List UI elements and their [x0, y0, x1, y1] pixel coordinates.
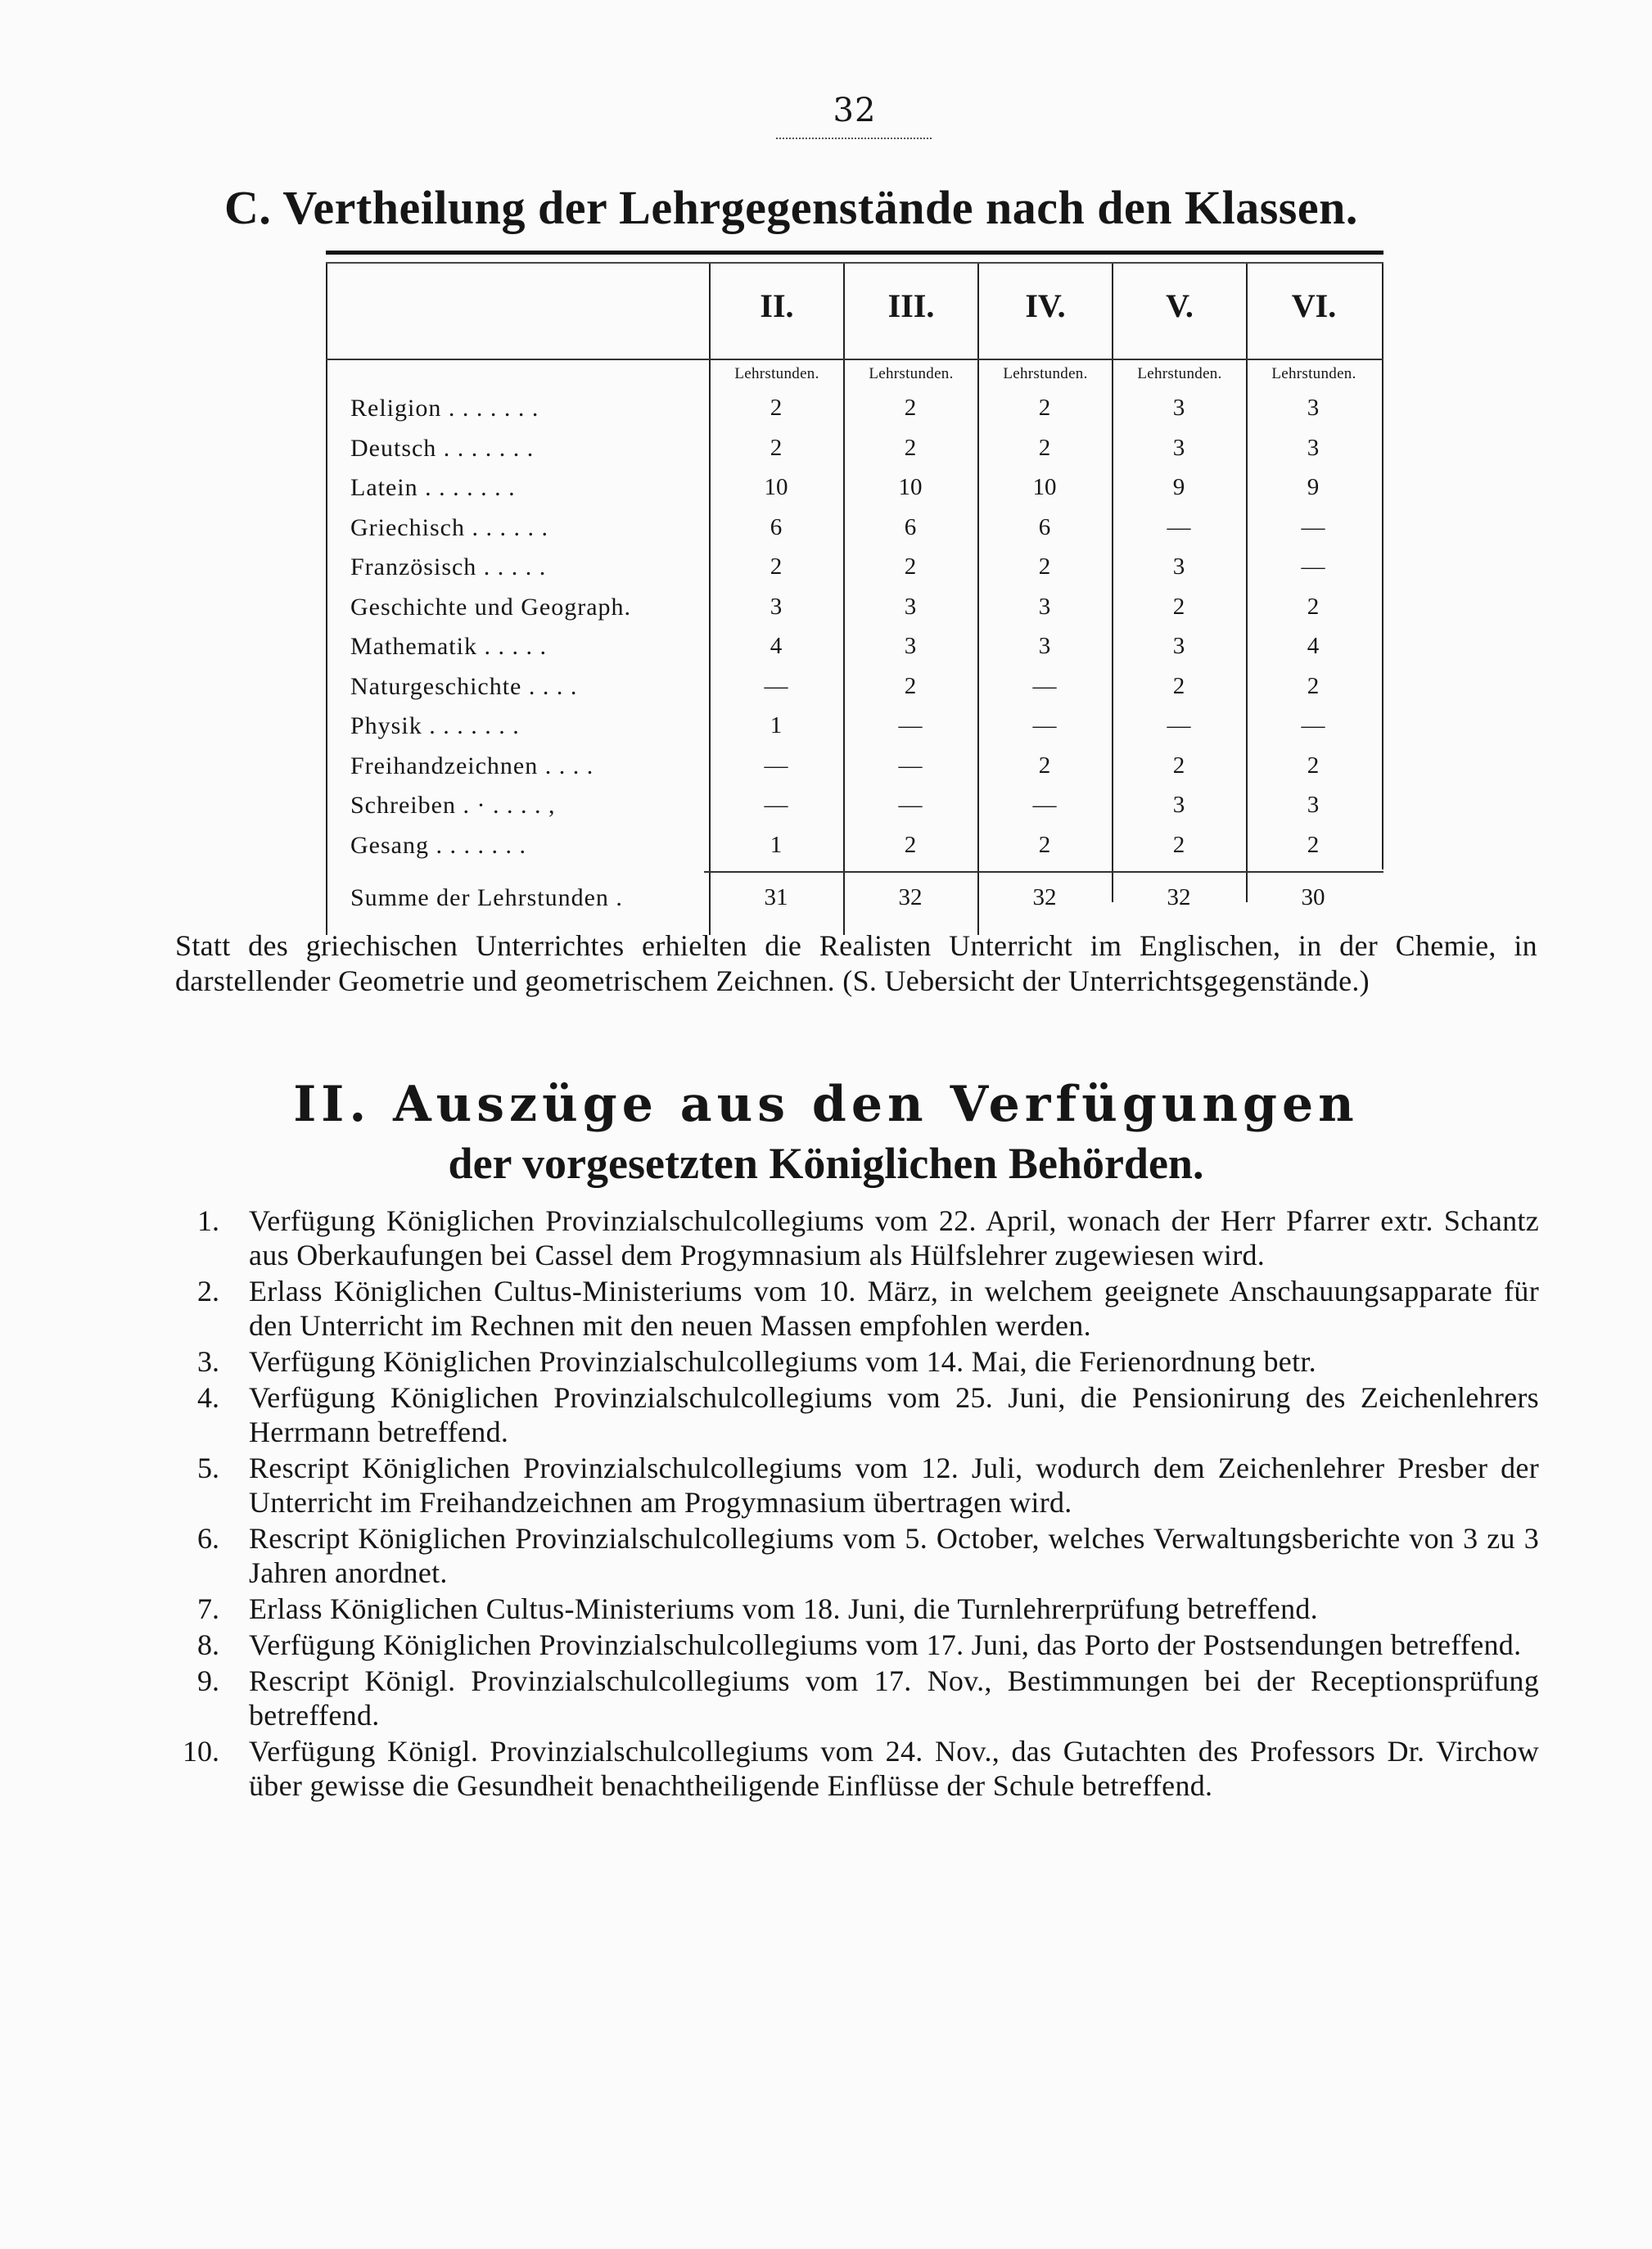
decree-item	[172, 1274, 1539, 1343]
hours-cell: —	[1301, 513, 1325, 540]
decree-number: 2.	[197, 1275, 219, 1307]
section-c-title: C. Vertheilung der Lehrgegenstände nach den Klassen.	[224, 181, 1358, 234]
hours-cell: 1	[770, 831, 783, 858]
hours-cell: —	[1032, 672, 1057, 699]
decree-number: 1.	[197, 1204, 219, 1237]
hours-cell: 4	[770, 633, 783, 659]
hours-cell: —	[898, 792, 923, 818]
page-number: 32	[833, 92, 877, 129]
hours-cell: 2	[770, 434, 783, 461]
hours-cell: —	[898, 712, 923, 738]
hours-cell: 2	[904, 672, 917, 699]
hours-cell: —	[1032, 712, 1057, 738]
class-header: V.	[1166, 287, 1194, 324]
hours-cell: 2	[1038, 752, 1051, 779]
decree-item	[172, 1204, 1539, 1272]
decree-text: Rescript Königl. Provinzialschulcollegiums vom 17. Nov., Bestimmungen bei der Receptionsprüfung betreffend.	[249, 1664, 1539, 1732]
subject-label: Französisch . . . . .	[350, 553, 547, 580]
hours-cell: 6	[1038, 513, 1051, 540]
sum-label: Summe der Lehrstunden .	[350, 884, 623, 911]
hours-cell: 3	[1038, 593, 1051, 620]
hours-cell: —	[1301, 712, 1325, 738]
subject-label: Religion . . . . . . .	[350, 395, 539, 422]
hours-cell: 9	[1307, 474, 1320, 500]
subject-label: Schreiben . · . . . . ,	[350, 792, 556, 819]
unit-header: Lehrstunden.	[1003, 365, 1088, 382]
hours-cell: 2	[1307, 752, 1320, 779]
decree-text: Erlass Königlichen Cultus-Ministeriums vom 10. März, in welchem geeignete Anschauungsapparate für den Unterricht im Rechnen mit den neuen Massen empfohlen werden.	[249, 1275, 1539, 1342]
hours-cell: 2	[1172, 752, 1185, 779]
sum-cell: 32	[1032, 884, 1057, 910]
hours-cell: 2	[1038, 395, 1051, 421]
hours-cell: 3	[1307, 434, 1320, 461]
hours-cell: 2	[1038, 831, 1051, 858]
class-header: II.	[760, 287, 794, 324]
decree-number: 10.	[183, 1735, 219, 1768]
hours-cell: 2	[1038, 434, 1051, 461]
subject-label: Deutsch . . . . . . .	[350, 434, 535, 462]
unit-header: Lehrstunden.	[869, 365, 954, 382]
subject-label: Latein . . . . . . .	[350, 474, 516, 501]
hours-cell: 3	[1172, 792, 1185, 818]
hours-cell: 3	[1172, 434, 1185, 461]
decree-item	[172, 1451, 1539, 1520]
hours-cell: 2	[770, 395, 783, 421]
sum-cell: 30	[1301, 884, 1325, 910]
decree-text: Rescript Königlichen Provinzialschulcollegiums vom 5. October, welches Verwaltungsberichte von 3 zu 3 Jahren anordnet.	[249, 1522, 1539, 1589]
hours-cell: 3	[770, 593, 783, 620]
decree-number: 6.	[197, 1522, 219, 1555]
decree-number: 4.	[197, 1381, 219, 1414]
class-header: IV.	[1025, 287, 1066, 324]
unit-header: Lehrstunden.	[1137, 365, 1222, 382]
subject-label: Freihandzeichnen . . . .	[350, 752, 594, 779]
hours-cell: 2	[1172, 831, 1185, 858]
hours-cell: —	[1032, 792, 1057, 818]
hours-cell: 10	[764, 474, 788, 500]
unit-header: Lehrstunden.	[1271, 365, 1356, 382]
table-left-border	[326, 264, 327, 935]
hours-cell: 3	[1172, 633, 1185, 659]
decree-text: Verfügung Königlichen Provinzialschulcollegiums vom 17. Juni, das Porto der Postsendungen betreffend.	[249, 1628, 1522, 1661]
hours-cell: 9	[1172, 474, 1185, 500]
hours-cell: 3	[1307, 792, 1320, 818]
page-number-ornament	[776, 138, 932, 139]
decree-item	[172, 1592, 1539, 1626]
decree-item	[172, 1734, 1539, 1803]
class-header: VI.	[1291, 287, 1337, 324]
hours-cell: 2	[1307, 593, 1320, 620]
decree-item	[172, 1664, 1539, 1732]
class-header: III.	[887, 287, 935, 324]
hours-cell: 3	[904, 593, 917, 620]
table-sum-rule	[704, 871, 1383, 873]
hours-cell: —	[764, 792, 788, 818]
hours-cell: 3	[1172, 553, 1185, 580]
subject-label: Mathematik . . . . .	[350, 633, 547, 660]
hours-cell: 2	[1307, 672, 1320, 699]
subject-label: Gesang . . . . . . .	[350, 831, 526, 859]
subject-label: Geschichte und Geograph.	[350, 593, 632, 621]
subject-label: Griechisch . . . . . .	[350, 513, 548, 541]
hours-cell: 10	[1032, 474, 1057, 500]
section-ii-title: II. Auszüge aus den Verfügungen	[293, 1076, 1359, 1133]
subject-label: Naturgeschichte . . . .	[350, 672, 578, 700]
hours-cell: —	[764, 752, 788, 779]
hours-cell: 4	[1307, 633, 1320, 659]
hours-cell: 2	[770, 553, 783, 580]
hours-cell: 3	[1038, 633, 1051, 659]
hours-cell: 2	[1038, 553, 1051, 580]
hours-cell: —	[1167, 513, 1191, 540]
hours-cell: —	[1167, 712, 1191, 738]
hours-cell: 2	[904, 553, 917, 580]
hours-cell: 6	[904, 513, 917, 540]
sum-cell: 32	[1167, 884, 1191, 910]
hours-cell: 2	[904, 434, 917, 461]
decree-text: Verfügung Königl. Provinzialschulcollegiums vom 24. Nov., das Gutachten des Professors Dr. Virchow über gewisse die Gesundheit benachtheiligende Einflüsse der Schule betreffend.	[249, 1735, 1539, 1802]
hours-cell: 10	[898, 474, 923, 500]
table-header-rule	[326, 359, 1383, 360]
unit-header: Lehrstunden.	[734, 365, 819, 382]
hours-cell: 3	[1307, 395, 1320, 421]
table-note: Statt des griechischen Unterrichtes erhielten die Realisten Unterricht im Englischen, in der Chemie, in darstellender Geometrie und geometrischem Zeichnen. (S. Uebersicht der Unterrichtsgegenstände.)	[175, 929, 1537, 997]
table-right-border	[1382, 264, 1383, 869]
hours-cell: 2	[1307, 831, 1320, 858]
subject-label: Physik . . . . . . .	[350, 712, 520, 739]
hours-cell: 6	[770, 513, 783, 540]
hours-cell: 2	[904, 831, 917, 858]
hours-cell: 2	[904, 395, 917, 421]
hours-cell: 2	[1172, 593, 1185, 620]
decree-list	[172, 1204, 1539, 1804]
decree-number: 8.	[197, 1628, 219, 1661]
decree-item	[172, 1521, 1539, 1590]
sum-cell: 32	[898, 884, 923, 910]
decree-number: 7.	[197, 1592, 219, 1625]
hours-cell: 2	[1172, 672, 1185, 699]
hours-cell: —	[764, 672, 788, 699]
decree-text: Verfügung Königlichen Provinzialschulcollegiums vom 25. Juni, die Pensionirung des Zeichenlehrers Herrmann betreffend.	[249, 1381, 1539, 1448]
decree-item	[172, 1380, 1539, 1449]
decree-text: Erlass Königlichen Cultus-Ministeriums vom 18. Juni, die Turnlehrerprüfung betreffend.	[249, 1592, 1318, 1625]
hours-cell: —	[898, 752, 923, 779]
hours-cell: 3	[1172, 395, 1185, 421]
decree-item	[172, 1628, 1539, 1662]
decree-item	[172, 1344, 1539, 1379]
hours-cell: 1	[770, 712, 783, 738]
decree-number: 3.	[197, 1345, 219, 1378]
hours-cell: —	[1301, 553, 1325, 580]
section-ii-subtitle: der vorgesetzten Königlichen Behörden.	[448, 1139, 1204, 1188]
sum-cell: 31	[764, 884, 788, 910]
hours-cell: 3	[904, 633, 917, 659]
decree-number: 5.	[197, 1452, 219, 1484]
decree-text: Rescript Königlichen Provinzialschulcollegiums vom 12. Juli, wodurch dem Zeichenlehrer Presber der Unterricht im Freihandzeichnen am Progymnasium übertragen wird.	[249, 1452, 1539, 1519]
decree-text: Verfügung Königlichen Provinzialschulcollegiums vom 14. Mai, die Ferienordnung betr.	[249, 1345, 1316, 1378]
decree-number: 9.	[197, 1664, 219, 1697]
decree-text: Verfügung Königlichen Provinzialschulcollegiums vom 22. April, wonach der Herr Pfarrer extr. Schantz aus Oberkaufungen bei Cassel dem Progymnasium als Hülfslehrer zugewiesen wird.	[249, 1204, 1539, 1271]
